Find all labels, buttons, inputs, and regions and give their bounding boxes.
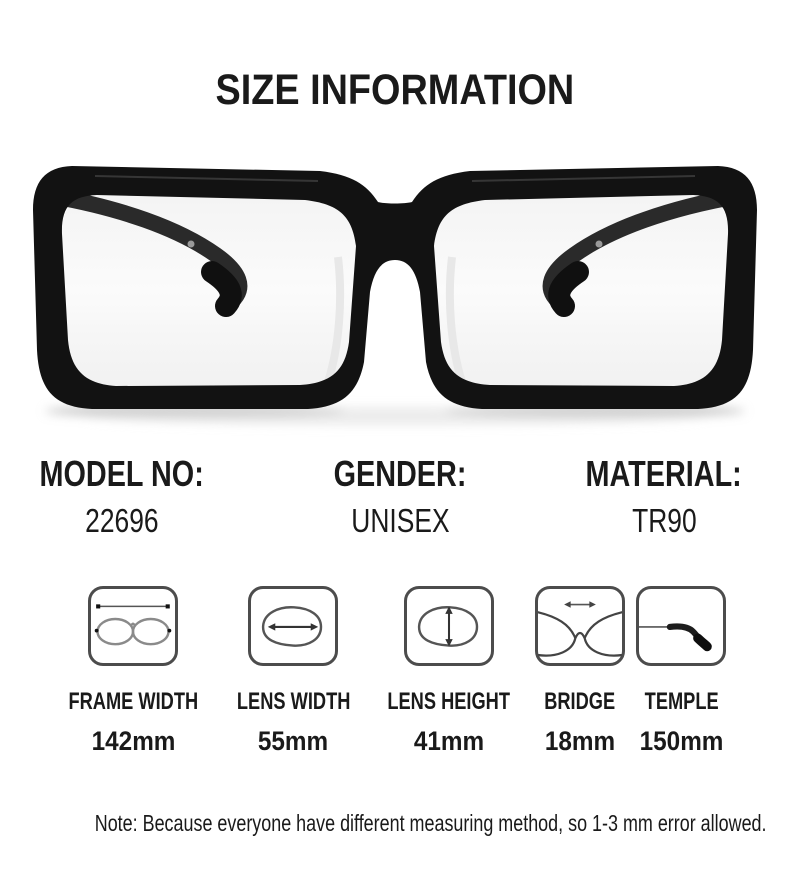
eyeglasses-photo bbox=[0, 152, 790, 452]
hinge-screw-right bbox=[596, 241, 603, 248]
temple-value: 150mm bbox=[639, 726, 724, 756]
hinge-screw-left bbox=[188, 241, 195, 248]
measurement-frame-width bbox=[48, 586, 219, 755]
spec-gender bbox=[280, 453, 520, 539]
note bbox=[0, 810, 790, 837]
material-value: TR90 bbox=[631, 502, 697, 539]
note-text: Note: Because everyone have different measuring method, so 1-3 mm error allowed. bbox=[94, 810, 767, 836]
temple-icon bbox=[639, 590, 723, 662]
measurement-lens-height bbox=[368, 586, 529, 755]
frame-width-icon bbox=[91, 590, 175, 662]
lens-width-value: 55mm bbox=[258, 726, 329, 756]
spec-row bbox=[0, 453, 790, 566]
temple-label: TEMPLE bbox=[644, 688, 719, 715]
lens-height-label: LENS HEIGHT bbox=[387, 688, 510, 715]
measurement-row bbox=[48, 586, 732, 755]
measurement-lens-width bbox=[219, 586, 368, 755]
gender-label: GENDER: bbox=[333, 453, 467, 494]
material-label: MATERIAL: bbox=[585, 453, 743, 494]
model-value: 22696 bbox=[85, 502, 159, 539]
product-image bbox=[0, 152, 790, 452]
lens-width-label: LENS WIDTH bbox=[236, 688, 351, 715]
model-label: MODEL NO: bbox=[39, 453, 205, 494]
bridge-icon bbox=[538, 590, 622, 662]
page-title bbox=[0, 66, 790, 115]
measurement-temple bbox=[631, 586, 732, 755]
measurement-bridge bbox=[529, 586, 630, 755]
lens-height-icon bbox=[407, 590, 491, 662]
frame-width-value: 142mm bbox=[91, 726, 176, 756]
frame-width-label: FRAME WIDTH bbox=[68, 688, 199, 715]
gender-value: UNISEX bbox=[350, 502, 450, 539]
bridge-value: 18mm bbox=[544, 726, 616, 756]
spec-material bbox=[544, 453, 784, 539]
lens-height-value: 41mm bbox=[413, 726, 484, 756]
lens-width-icon bbox=[251, 590, 335, 662]
spec-model bbox=[2, 453, 242, 539]
bridge-label: BRIDGE bbox=[544, 688, 616, 715]
page-title-text: SIZE INFORMATION bbox=[215, 66, 575, 114]
